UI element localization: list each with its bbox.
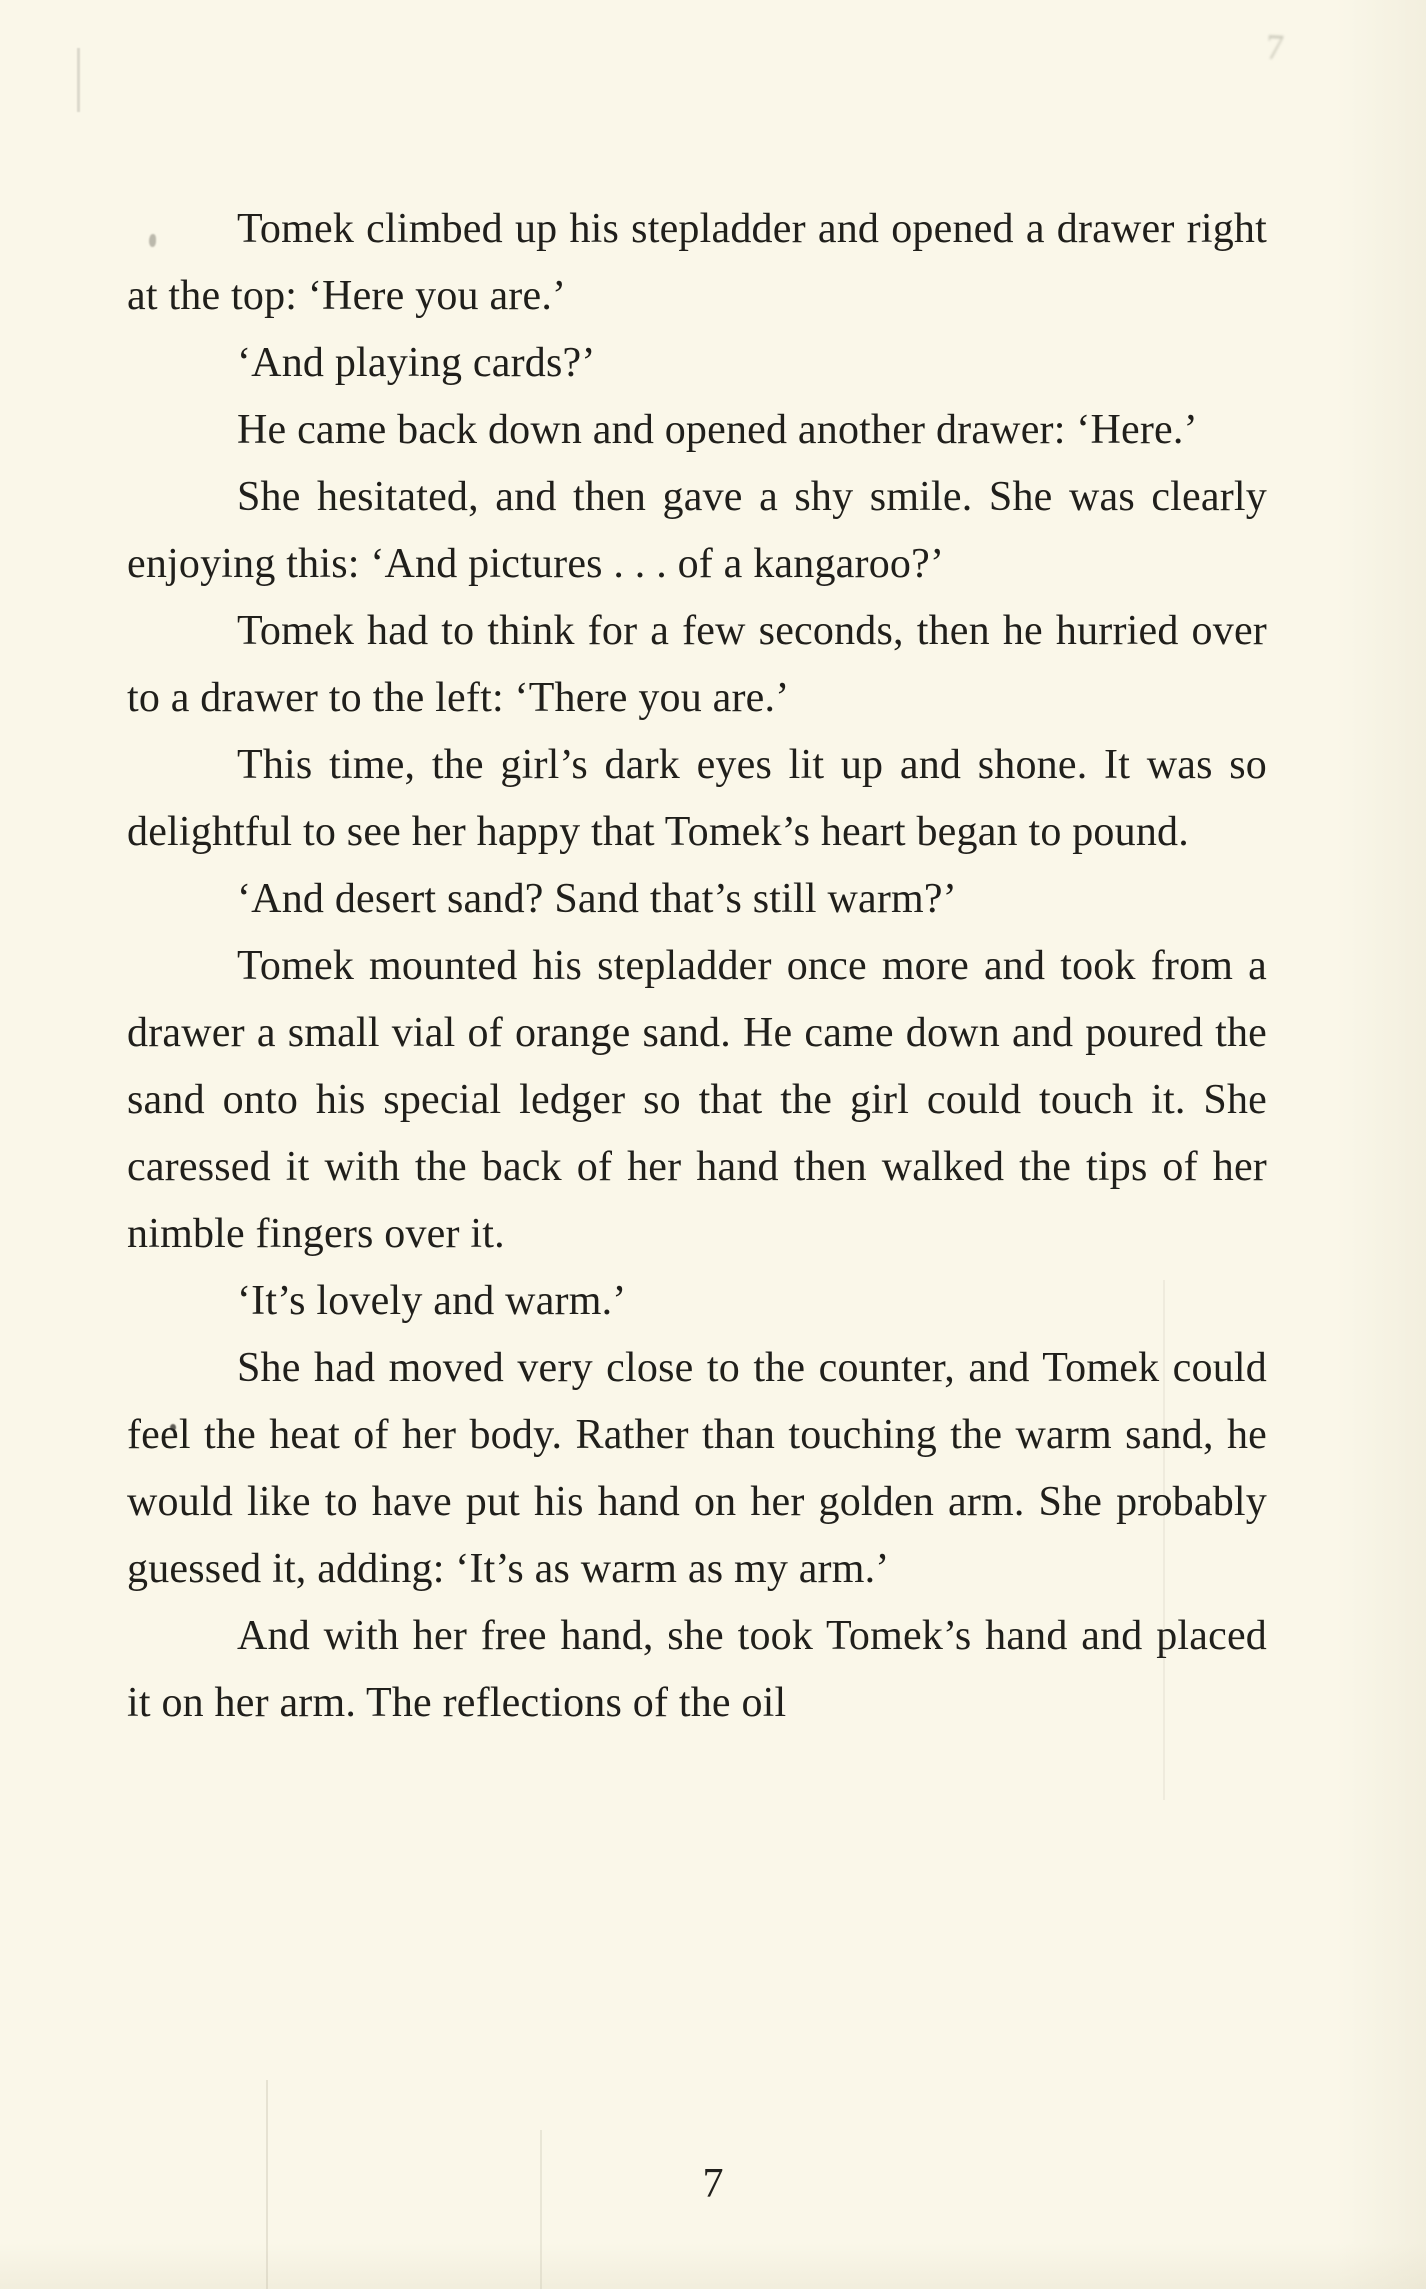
- paragraph: And with her free hand, she took Tomek’s hand and placed it on her arm. The reflections of the oil: [127, 1613, 1267, 1726]
- page-number: 7: [702, 2161, 724, 2207]
- paragraph: Tomek climbed up his stepladder and opened a drawer right at the top: ‘Here you are.’: [127, 206, 1267, 319]
- paragraph: ‘And desert sand? Sand that’s still warm?’: [237, 876, 957, 922]
- page-text: [127, 196, 1267, 1737]
- paragraph: Tomek had to think for a few seconds, then he hurried over to a drawer to the left: ‘There you are.’: [127, 608, 1267, 721]
- paragraph: ‘And playing cards?’: [237, 340, 596, 386]
- paragraph: He came back down and opened another drawer: ‘Here.’: [237, 407, 1198, 453]
- paragraph: She hesitated, and then gave a shy smile. She was clearly enjoying this: ‘And pictures . . . of a kangaroo?’: [127, 474, 1267, 587]
- paragraph: This time, the girl’s dark eyes lit up and shone. It was so delightful to see her happy that Tomek’s heart began to pound.: [127, 742, 1267, 855]
- paper-edge-shading: [1336, 0, 1426, 2289]
- paper-bottom-shading: [0, 2243, 1426, 2289]
- scan-streak: [540, 2130, 542, 2289]
- paragraph: Tomek mounted his stepladder once more and took from a drawer a small vial of orange sand. He came down and poured the sand onto his special ledger so that the girl could touch it. She caressed it with the back of her hand then walked the tips of her nimble fingers over it.: [127, 943, 1267, 1257]
- paragraph: She had moved very close to the counter, and Tomek could feel the heat of her body. Rather than touching the warm sand, he would like to have put his hand on her golden arm. She probably guessed it, adding: ‘It’s as warm as my arm.’: [127, 1345, 1267, 1592]
- paragraph: ‘It’s lovely and warm.’: [237, 1278, 627, 1324]
- scan-streak: [77, 48, 80, 112]
- show-through-page-number: 7: [1264, 26, 1286, 68]
